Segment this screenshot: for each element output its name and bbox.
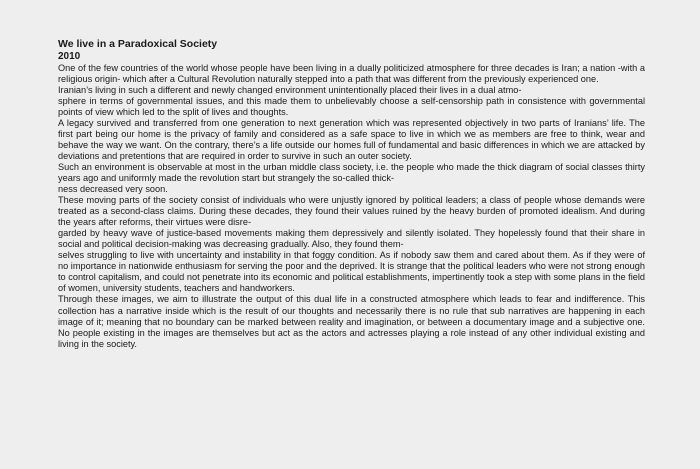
paragraph-3: A legacy survived and transferred from one generation to next generation which was represented objectively in two parts of Iranians’ life. The first part being our home is the privacy of family and considered as a safe space to live in which we as members are free to think, wear and behave the way we want. On the contrary, there’s a life outside our homes full of fundamental and basic differences in which we are attacked by deviations and pretentions that are required in order to survive in such an outer society. <box>58 117 645 161</box>
paragraph-1: One of the few countries of the world whose people have been living in a dually politicized atmosphere for three decades is Iran; a nation -with a religious origin- which after a Cultural Revolution naturally stepped into a path that was different from the previously experienced one. <box>58 62 645 84</box>
paragraph-5: These moving parts of the society consist of individuals who were unjustly ignored by political leaders; a class of people whose demands were treated as a second-class claims. During these decades, they found their values ruined by the heavy burden of promoted idealism. And during the years after reforms, their virtues were disre- garded by heavy wave of justice-based movements making them depressively and silently isolated. They hopelessly found that their share in social and political decision-making was decreasing gradually. Also, they found them- selves struggling to live with uncertainty and instability in that foggy condition. As if nobody saw them and cared about them. As if they were of no importance in nationwide enthusiasm for serving the poor and the deprived. It is strange that the political leaders who were not strong enough to control capitalism, and could not penetrate into its economic and political establishments, impertinently took a step with some plans in the field of women, university students, teachers and handworkers. <box>58 195 645 294</box>
statement-title: We live in a Paradoxical Society <box>58 38 218 50</box>
statement-year: 2010 <box>58 50 81 62</box>
paragraph-4: Such an environment is observable at most in the urban middle class society, i.e. the people who made the thick diagram of social classes thirty years ago and uniformly made the revolution start but strangely the so-called thick- ness decreased very soon. <box>58 161 645 195</box>
paragraph-6: Through these images, we aim to illustrate the output of this dual life in a constructed atmosphere which leads to fear and indifference. This collection has a narrative inside which is the result of our thoughts and necessarily there is no rule that sub narratives are happening in each image of it; meaning that no boundary can be marked between reality and imagination, or between a documentary image and a subjective one. No people existing in the images are themselves but act as the actors and actresses playing a role instead of any other individual existing and living in the society. <box>58 294 645 349</box>
artist-statement <box>58 38 645 350</box>
paragraph-2: Iranian’s living in such a different and newly changed environment unintentionally placed their lives in a dual atmo- sphere in terms of governmental issues, and this made them to unbelievably choose a self-censorship path in consistence with governmental points of view which led to the split of lives and thoughts. <box>58 84 645 117</box>
